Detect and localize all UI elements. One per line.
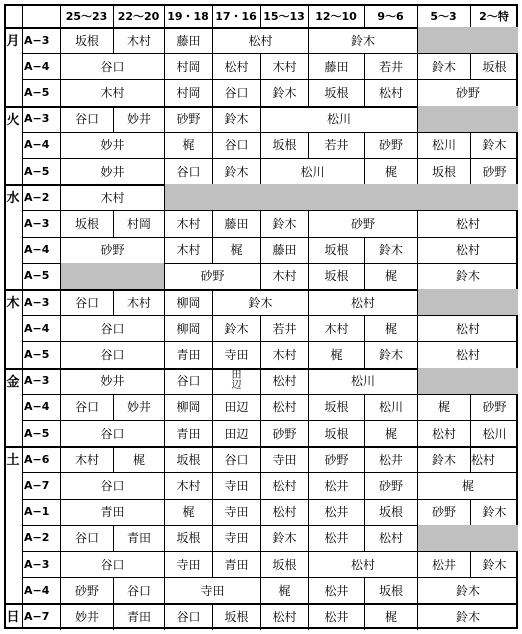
schedule-cell [417,27,518,53]
schedule-cell: 坂根 [260,551,308,577]
schedule-cell: 松村 [417,210,518,236]
schedule-cell: 若井 [308,132,364,158]
schedule-cell: 谷口 [113,577,164,603]
schedule-cell: 木村 [260,53,308,79]
schedule-cell: 木村 [60,446,113,472]
schedule-cell: 梶 [364,603,417,629]
schedule-cell: 松村 [212,27,308,53]
schedule-cell: 鈴木 [364,237,417,263]
schedule-cell: 寺田 [260,446,308,472]
schedule-cell: 谷口 [212,446,260,472]
row-label: A−6 [24,452,50,466]
schedule-cell: 松村 [364,79,417,105]
row-label: A−1 [24,505,50,519]
schedule-cell: 鈴木 [260,525,308,551]
schedule-cell: 青田 [164,341,212,367]
column-divider [113,4,114,27]
schedule-cell: 松村 [470,446,495,472]
schedule-cell: 松井 [364,446,417,472]
schedule-cell: 梶 [164,132,212,158]
row-label: A−5 [24,164,50,178]
schedule-cell: 寺田 [212,525,260,551]
schedule-cell: 田辺 [212,420,260,446]
row-label: A−3 [24,33,50,47]
schedule-cell: 寺田 [212,472,260,498]
schedule-cell: 砂野 [364,472,417,498]
schedule-cell: 松村 [364,525,417,551]
schedule-cell: 坂根 [364,499,417,525]
schedule-cell: 谷口 [212,132,260,158]
day-label: 日 [6,610,20,626]
row-label: A−5 [24,426,50,440]
schedule-cell: 松川 [364,394,417,420]
schedule-cell: 木村 [60,184,164,210]
schedule-cell: 梶 [364,158,417,184]
schedule-cell: 坂根 [164,446,212,472]
row-label: A−4 [24,243,50,257]
schedule-cell: 松井 [308,499,364,525]
column-header: 25〜23 [65,9,108,23]
schedule-cell: 坂根 [308,420,364,446]
schedule-cell: 松村 [417,315,518,341]
schedule-cell: 坂根 [470,53,518,79]
column-divider [60,4,61,27]
row-label: A−7 [24,478,50,492]
schedule-cell: 坂根 [308,79,364,105]
schedule-cell: 鈴木 [417,263,518,289]
schedule-cell: 谷口 [212,79,260,105]
schedule-cell: 松村 [260,472,308,498]
schedule-cell: 松村 [417,237,518,263]
schedule-cell: 坂根 [260,132,308,158]
schedule-cell: 寺田 [212,341,260,367]
schedule-cell [60,263,164,289]
schedule-cell: 松村 [417,420,470,446]
schedule-cell: 藤田 [260,237,308,263]
schedule-cell: 鈴木 [212,106,260,132]
column-divider [164,4,165,27]
schedule-cell: 砂野 [308,446,364,472]
schedule-cell: 柳岡 [164,289,212,315]
schedule-cell: 木村 [113,289,164,315]
schedule-cell: 砂野 [470,158,518,184]
schedule-cell: 松村 [260,499,308,525]
schedule-cell: 谷口 [164,603,212,629]
schedule-cell: 梶 [308,341,364,367]
schedule-cell: 青田 [212,551,260,577]
schedule-cell: 砂野 [260,420,308,446]
row-label: A−4 [24,138,50,152]
schedule-cell: 梶 [364,315,417,341]
schedule-cell: 松川 [417,132,470,158]
schedule-cell: 梶 [113,446,164,472]
day-label: 土 [6,453,20,469]
schedule-cell: 梶 [417,394,470,420]
schedule-cell: 寺田 [212,499,260,525]
schedule-cell: 鈴木 [417,603,518,629]
schedule-cell: 藤田 [308,53,364,79]
schedule-cell: 松村 [260,368,308,394]
schedule-cell: 松村 [260,394,308,420]
schedule-cell: 谷口 [60,315,164,341]
column-divider [364,4,365,27]
schedule-cell: 鈴木 [417,577,518,603]
schedule-cell: 鈴木 [364,341,417,367]
schedule-cell: 木村 [164,210,212,236]
schedule-cell [417,106,518,132]
column-header: 22〜20 [117,9,160,23]
schedule-cell: 谷口 [60,289,113,315]
schedule-sheet [4,4,518,629]
schedule-cell: 松村 [417,341,518,367]
row-label: A−3 [24,295,50,309]
schedule-cell [164,184,518,210]
schedule-cell: 青田 [60,499,164,525]
schedule-cell: 梶 [417,472,518,498]
schedule-cell: 妙井 [60,368,164,394]
schedule-cell: 松川 [470,420,518,446]
schedule-cell: 梶 [260,577,308,603]
day-label: 水 [6,191,20,207]
schedule-cell: 坂根 [308,237,364,263]
schedule-cell: 柳岡 [164,315,212,341]
day-label: 火 [6,112,20,128]
schedule-cell: 鈴木 [417,53,470,79]
schedule-cell: 寺田 [164,577,260,603]
schedule-cell-text: 田辺 [231,369,242,391]
schedule-cell: 鈴木 [470,499,518,525]
day-label: 木 [6,296,20,311]
schedule-cell: 若井 [260,315,308,341]
schedule-cell: 谷口 [60,472,164,498]
schedule-cell: 鈴木 [470,551,518,577]
schedule-cell: 青田 [164,420,212,446]
schedule-cell: 木村 [164,237,212,263]
schedule-cell: 鈴木 [308,27,417,53]
column-header: 9〜6 [377,9,404,23]
schedule-cell: 砂野 [164,106,212,132]
schedule-cell: 砂野 [308,210,417,236]
row-label: A−5 [24,269,50,283]
schedule-cell: 坂根 [60,210,113,236]
schedule-cell: 若井 [364,53,417,79]
schedule-cell: 鈴木 [260,79,308,105]
schedule-cell: 村岡 [164,79,212,105]
schedule-cell: 柳岡 [164,394,212,420]
schedule-cell [417,368,518,394]
day-label: 金 [6,374,20,390]
schedule-cell: 藤田 [164,27,212,53]
column-divider [212,4,213,27]
schedule-cell: 松川 [260,158,364,184]
row-label: A−4 [24,400,50,414]
schedule-cell: 松井 [417,551,470,577]
schedule-cell: 鈴木 [417,446,470,472]
schedule-cell: 谷口 [60,106,113,132]
schedule-cell: 谷口 [60,420,164,446]
schedule-cell: 坂根 [212,603,260,629]
schedule-cell [417,289,518,315]
row-label: A−2 [24,531,50,545]
schedule-cell: 谷口 [164,368,212,394]
schedule-cell: 鈴木 [212,158,260,184]
schedule-cell: 坂根 [308,263,364,289]
day-label: 月 [6,34,20,49]
schedule-cell: 松川 [308,368,417,394]
schedule-cell: 鈴木 [212,289,308,315]
schedule-cell: 谷口 [60,53,164,79]
schedule-cell: 田辺 [212,394,260,420]
schedule-cell: 村岡 [164,53,212,79]
column-divider [260,4,261,27]
schedule-cell: 谷口 [60,551,164,577]
schedule-cell: 木村 [60,79,164,105]
schedule-cell: 坂根 [60,27,113,53]
schedule-cell [212,368,260,394]
schedule-cell: 谷口 [164,158,212,184]
schedule-cell: 藤田 [212,210,260,236]
schedule-cell: 砂野 [60,237,164,263]
column-header: 15〜13 [263,9,305,23]
schedule-cell: 木村 [260,263,308,289]
schedule-cell: 谷口 [60,394,113,420]
schedule-cell: 妙井 [113,394,164,420]
schedule-cell: 松井 [308,577,364,603]
row-label: A−4 [24,59,50,73]
column-divider [417,4,418,27]
row-label: A−3 [24,557,50,571]
schedule-cell: 妙井 [60,132,164,158]
schedule-cell: 谷口 [60,525,113,551]
schedule-cell: 寺田 [164,551,212,577]
row-label: A−7 [24,609,50,623]
schedule-cell: 妙井 [60,603,113,629]
schedule-cell: 鈴木 [212,315,260,341]
schedule-cell: 村岡 [113,210,164,236]
schedule-cell: 松村 [308,289,417,315]
schedule-cell: 松村 [212,53,260,79]
column-header: 19・18 [167,9,209,23]
schedule-cell: 砂野 [417,499,470,525]
schedule-cell: 青田 [113,525,164,551]
schedule-cell: 松村 [260,603,308,629]
schedule-cell [417,525,518,551]
schedule-cell: 谷口 [60,341,164,367]
schedule-cell: 坂根 [164,525,212,551]
column-divider [470,4,471,27]
row-label: A−2 [24,190,50,204]
schedule-cell: 松川 [260,106,417,132]
schedule-cell: 鈴木 [470,132,518,158]
column-header: 17・16 [215,9,257,23]
schedule-cell: 砂野 [470,394,518,420]
column-header: 5〜3 [430,9,457,23]
schedule-cell: 梶 [364,263,417,289]
column-divider [308,4,309,27]
schedule-cell: 坂根 [364,577,417,603]
schedule-cell: 妙井 [60,158,164,184]
schedule-cell: 坂根 [417,158,470,184]
schedule-cell: 松村 [308,551,417,577]
schedule-cell: 鈴木 [260,210,308,236]
schedule-cell: 坂根 [308,394,364,420]
schedule-cell: 松井 [308,525,364,551]
row-label: A−3 [24,216,50,230]
schedule-cell: 木村 [260,341,308,367]
schedule-cell: 木村 [113,27,164,53]
schedule-cell: 木村 [308,315,364,341]
row-label: A−3 [24,112,50,126]
schedule-cell: 砂野 [164,263,260,289]
schedule-cell: 妙井 [113,106,164,132]
row-label: A−4 [24,321,50,335]
row-label: A−3 [24,374,50,388]
schedule-cell: 梶 [364,420,417,446]
schedule-cell: 松井 [308,472,364,498]
schedule-cell: 砂野 [364,132,417,158]
schedule-cell: 砂野 [417,79,518,105]
row-label: A−5 [24,347,50,361]
schedule-cell: 青田 [113,603,164,629]
row-label: A−5 [24,85,50,99]
schedule-cell: 木村 [164,472,212,498]
column-header: 12〜10 [315,9,357,23]
schedule-cell: 梶 [212,237,260,263]
column-header: 2〜特 [479,9,509,23]
schedule-cell: 松井 [308,603,364,629]
schedule-cell: 梶 [164,499,212,525]
schedule-cell: 砂野 [60,577,113,603]
row-label: A−4 [24,583,50,597]
